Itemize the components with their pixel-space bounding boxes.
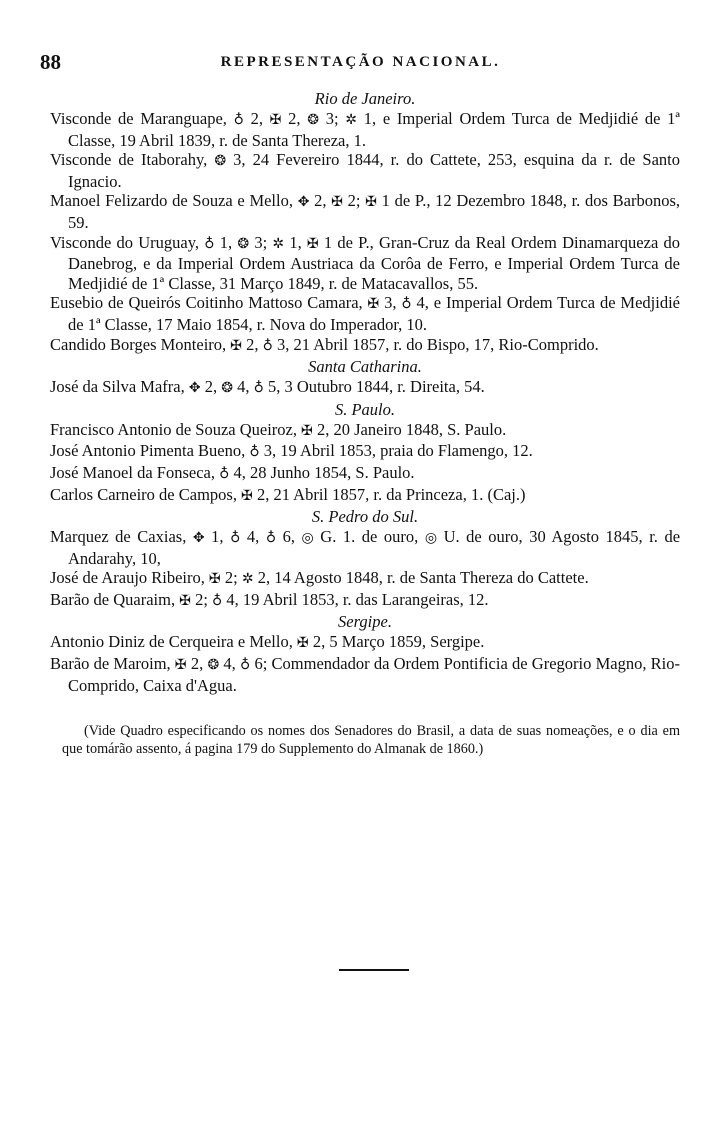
entry-text: 2, 5 Março 1859, Sergipe. [308, 632, 485, 652]
entry-text: Barão de Quaraim, [50, 589, 180, 609]
order-insignia-icon: ✠ [209, 571, 221, 588]
entry-text: Antonio Diniz de Cerqueira e Mello, [50, 632, 297, 652]
entry-text: 2, 21 Abril 1857, r. da Princeza, 1. (Caj.) [252, 484, 526, 504]
entry-text: Marquez de Caxias, [50, 527, 193, 547]
order-insignia-icon: ♁ [265, 530, 277, 547]
order-insignia-icon: ♁ [401, 296, 412, 313]
entry-text: 2, [242, 334, 263, 354]
entry-text: 2, [281, 109, 308, 128]
order-insignia-icon: ❂ [221, 380, 233, 397]
entry-text: 2, [186, 654, 208, 674]
running-title: REPRESENTAÇÃO NACIONAL. [220, 54, 501, 70]
senator-entry [50, 377, 680, 399]
order-insignia-icon: ❂ [307, 112, 319, 128]
order-insignia-icon: ✥ [192, 530, 205, 547]
entry-text: 2; [342, 191, 366, 211]
senator-entry [50, 191, 680, 232]
entry-text: 4, 19 Abril 1853, r. das Larangeiras, 12. [222, 589, 489, 609]
senator-entry [50, 654, 680, 695]
entry-text: Barão de Maroim, [50, 654, 175, 674]
entry-text: 3; [249, 232, 273, 252]
order-insignia-icon: ✠ [365, 194, 377, 211]
entry-text: U. de ouro, 30 Agosto 1845, r. de Andarahy, 10, [68, 527, 681, 568]
order-insignia-icon: ✠ [241, 487, 253, 504]
order-insignia-icon: ❂ [214, 153, 227, 170]
order-insignia-icon: ♁ [240, 657, 251, 674]
entry-text: 1, [284, 232, 307, 252]
entry-text: Francisco Antonio de Souza Queiroz, [50, 419, 302, 439]
entry-text: Visconde de Maranguape, [50, 109, 234, 128]
order-insignia-icon: ♁ [233, 112, 244, 128]
section-title: Rio de Janeiro. [314, 89, 416, 108]
order-insignia-icon: ✠ [296, 635, 309, 652]
entry-text: 6; Commendador da Ordem Pontificia de Gregorio Magno, Rio-Comprido, Caixa d'Agua. [68, 654, 680, 695]
entry-text: 1, e Imperial Ordem Turca de Medjidié de 1ª Classe, 19 Abril 1839, r. de Santa Thereza, 1. [68, 109, 680, 150]
order-insignia-icon: ♁ [219, 465, 230, 482]
senator-entry [50, 233, 680, 294]
order-insignia-icon: ❂ [237, 235, 250, 252]
entry-text: 4, [232, 377, 254, 397]
entry-text: Candido Borges Monteiro, [50, 334, 231, 354]
order-insignia-icon: ✠ [269, 112, 282, 128]
order-insignia-icon: ♁ [212, 592, 223, 609]
senator-entry [50, 150, 680, 191]
entry-text: Visconde de Itaborahy, [50, 150, 215, 170]
order-insignia-icon: ◎ [424, 530, 438, 547]
senator-entry [50, 109, 680, 150]
entry-text: 2, [309, 191, 332, 211]
entry-text: Visconde do Uruguay, [50, 232, 205, 252]
entry-text: 6, [276, 527, 302, 547]
entry-text: 3, 24 Fevereiro 1844, r. do Cattete, 253, esquina da r. de Santo Ignacio. [68, 150, 680, 191]
senator-entry [50, 527, 680, 568]
order-insignia-icon: ✠ [367, 296, 380, 313]
senator-entry [50, 441, 680, 463]
entry-text: 2; [220, 568, 242, 588]
order-insignia-icon: ✲ [241, 571, 254, 588]
order-insignia-icon: ♁ [230, 530, 241, 547]
senator-entry [50, 485, 680, 507]
senator-entry [50, 632, 680, 654]
order-insignia-icon: ✠ [230, 337, 243, 354]
entry-text: 2, [200, 377, 222, 397]
order-insignia-icon: ♁ [249, 444, 260, 461]
entry-text: 1 de P., Gran-Cruz da Real Ordem Dinamarqueza do Danebrog, e da Imperial Ordem Austriaca da Corôa de Ferro, e Imperial Ordem Turca de Medjidié de 1ª Classe, 31 Março 1849, r. de Matacavallos, 55. [68, 232, 680, 293]
order-insignia-icon: ♁ [204, 235, 215, 252]
order-insignia-icon: ✠ [331, 194, 343, 211]
entry-text: 1 de P., 12 Dezembro 1848, r. dos Barbonos, 59. [68, 191, 680, 232]
section-title: Sergipe. [338, 612, 392, 632]
order-insignia-icon: ✠ [174, 657, 187, 674]
entry-text: José da Silva Mafra, [50, 377, 189, 397]
page-number: 88 [40, 50, 61, 74]
entry-text: 4, [219, 654, 240, 674]
entry-text: 1, [204, 527, 231, 547]
page-header [40, 50, 681, 76]
entry-text: 2, 20 Janeiro 1848, S. Paulo. [312, 419, 507, 439]
section-title: S. Pedro do Sul. [311, 507, 419, 527]
closing-rule [339, 969, 409, 971]
section-title: Santa Catharina. [308, 357, 422, 377]
entry-text: José Manoel da Fonseca, [50, 462, 220, 482]
order-insignia-icon: ✥ [297, 194, 310, 211]
order-insignia-icon: ♁ [253, 380, 264, 397]
order-insignia-icon: ✲ [272, 235, 285, 252]
entry-text: 4, e Imperial Ordem Turca de Medjidié de 1ª Classe, 17 Maio 1854, r. Nova do Imperador, 10. [68, 293, 680, 334]
entry-text: José de Araujo Ribeiro, [50, 568, 210, 588]
senators-list [50, 88, 680, 758]
order-insignia-icon: ✲ [345, 112, 358, 128]
entry-text: Eusebio de Queirós Coitinho Mattoso Camara, [50, 293, 368, 313]
entry-text: 1, [214, 232, 238, 252]
order-insignia-icon: ✥ [188, 380, 201, 397]
senator-entry [50, 335, 680, 357]
footnote: (Vide Quadro especificando os nomes dos Senadores do Brasil, a data de suas nomeações, e o dia em que tomárão assento, á pagina 179 do Supplemento do Almanak de 1860.) [62, 723, 680, 757]
entry-text: 2, [243, 109, 270, 128]
order-insignia-icon: ✠ [306, 235, 319, 252]
entry-text: Manoel Felizardo de Souza e Mello, [50, 191, 298, 211]
senator-entry [50, 293, 680, 334]
entry-text: 4, [240, 527, 266, 547]
senator-entry [50, 463, 680, 485]
entry-text: G. 1. de ouro, [313, 527, 425, 547]
entry-text: 3, [379, 293, 402, 313]
order-insignia-icon: ✠ [179, 592, 191, 609]
senator-entry [50, 590, 680, 612]
order-insignia-icon: ✠ [301, 422, 313, 439]
senator-entry [50, 568, 680, 590]
section-title: S. Paulo. [334, 399, 396, 419]
senator-entry [50, 420, 680, 442]
entry-text: 2, 14 Agosto 1848, r. de Santa Thereza do Cattete. [253, 568, 589, 588]
entry-text: 3; [319, 109, 346, 128]
entry-text: 3, 19 Abril 1853, praia do Flamengo, 12. [259, 441, 533, 461]
order-insignia-icon: ♁ [262, 337, 273, 354]
order-insignia-icon: ❂ [207, 657, 220, 674]
order-insignia-icon: ◎ [301, 530, 314, 547]
entry-text: José Antonio Pimenta Bueno, [50, 441, 250, 461]
entry-text: 3, 21 Abril 1857, r. do Bispo, 17, Rio-Comprido. [272, 334, 599, 354]
entry-text: 4, 28 Junho 1854, S. Paulo. [229, 462, 415, 482]
entry-text: 5, 3 Outubro 1844, r. Direita, 54. [263, 377, 485, 397]
entry-text: 2; [190, 589, 213, 609]
entry-text: Carlos Carneiro de Campos, [50, 484, 242, 504]
